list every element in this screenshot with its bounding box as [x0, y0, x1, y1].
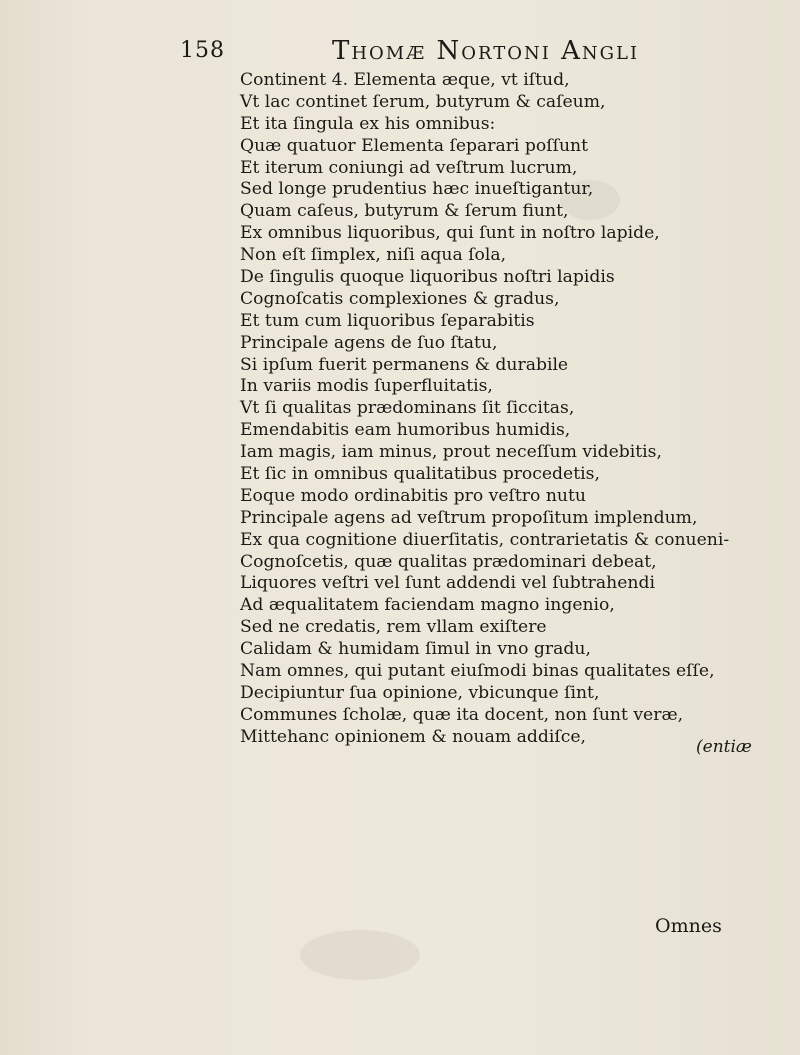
text-line: Si ipſum fuerit permanens & durabile — [240, 354, 569, 375]
text-line: Nam omnes, qui putant eiuſmodi binas qualitates eſſe, — [240, 661, 715, 682]
text-line: Sed ne credatis, rem vllam exiſtere — [240, 617, 547, 638]
text-line: Sed longe prudentius hæc inueſtigantur, — [240, 179, 594, 200]
text-line: Decipiuntur ſua opinione, vbicunque ſint, — [240, 682, 600, 703]
text-line: Continent 4. Elementa æque, vt iſtud, — [240, 70, 570, 90]
text-line: Calidam & humidam ſimul in vno gradu, — [240, 639, 591, 660]
text-line: Et ita ſingula ex his omnibus: — [240, 113, 496, 134]
text-line: Et iterum coniungi ad veſtrum lucrum, — [240, 157, 578, 178]
text-line: Eoque modo ordinabitis pro veſtro nutu — [240, 485, 586, 506]
text-line: Vt lac continet ſerum, butyrum & caſeum, — [240, 91, 606, 112]
text-line: Cognoſcetis, quæ qualitas prædominari debeat, — [240, 551, 657, 572]
text-line: Communes ſcholæ, quæ ita docent, non ſunt veræ, — [240, 704, 684, 725]
text-line: Liquores veſtri vel ſunt addendi vel ſubtrahendi — [240, 573, 655, 594]
text-line: Vt ſi qualitas prædominans ſit ſiccitas, — [240, 398, 575, 419]
text-line: Mittehanc opinionem & nouam addiſce, — [240, 726, 586, 747]
text-line: Et ſic in omnibus qualitatibus procedetis, — [240, 464, 600, 485]
text-line: Quæ quatuor Elementa ſeparari poſſunt — [240, 135, 589, 156]
text-line: De ſingulis quoque liquoribus noſtri lapidis — [240, 267, 615, 288]
text-line: Iam magis, iam minus, prout neceſſum videbitis, — [240, 442, 662, 463]
text-line: Quam caſeus, butyrum & ſerum fiunt, — [240, 201, 569, 222]
text-line: Principale agens ad veſtrum propoſitum implendum, — [240, 507, 698, 528]
page-number: 158 — [180, 38, 225, 63]
line-continuation: (entiæ — [696, 737, 752, 757]
paper-stain — [300, 930, 420, 980]
text-line: Ex qua cognitione diuerſitatis, contrarietatis & conueni- — [240, 529, 730, 550]
running-head: Thomæ Nortoni Angli — [332, 36, 640, 66]
page-header — [180, 38, 700, 74]
text-line: Ad æqualitatem faciendam magno ingenio, — [240, 595, 615, 616]
text-line: In variis modis ſuperfluitatis, — [240, 376, 493, 397]
text-line: Emendabitis eam humoribus humidis, — [240, 420, 571, 441]
text-line: Non eſt ſimplex, niſi aqua ſola, — [240, 245, 507, 266]
catchword: Omnes — [655, 915, 722, 937]
text-line: Principale agens de ſuo ſtatu, — [240, 332, 498, 353]
text-line: Cognoſcatis complexiones & gradus, — [240, 288, 560, 309]
text-line: Et tum cum liquoribus ſeparabitis — [240, 310, 535, 331]
poem-text — [240, 70, 780, 749]
text-line: Ex omnibus liquoribus, qui ſunt in noſtro lapide, — [240, 223, 660, 244]
